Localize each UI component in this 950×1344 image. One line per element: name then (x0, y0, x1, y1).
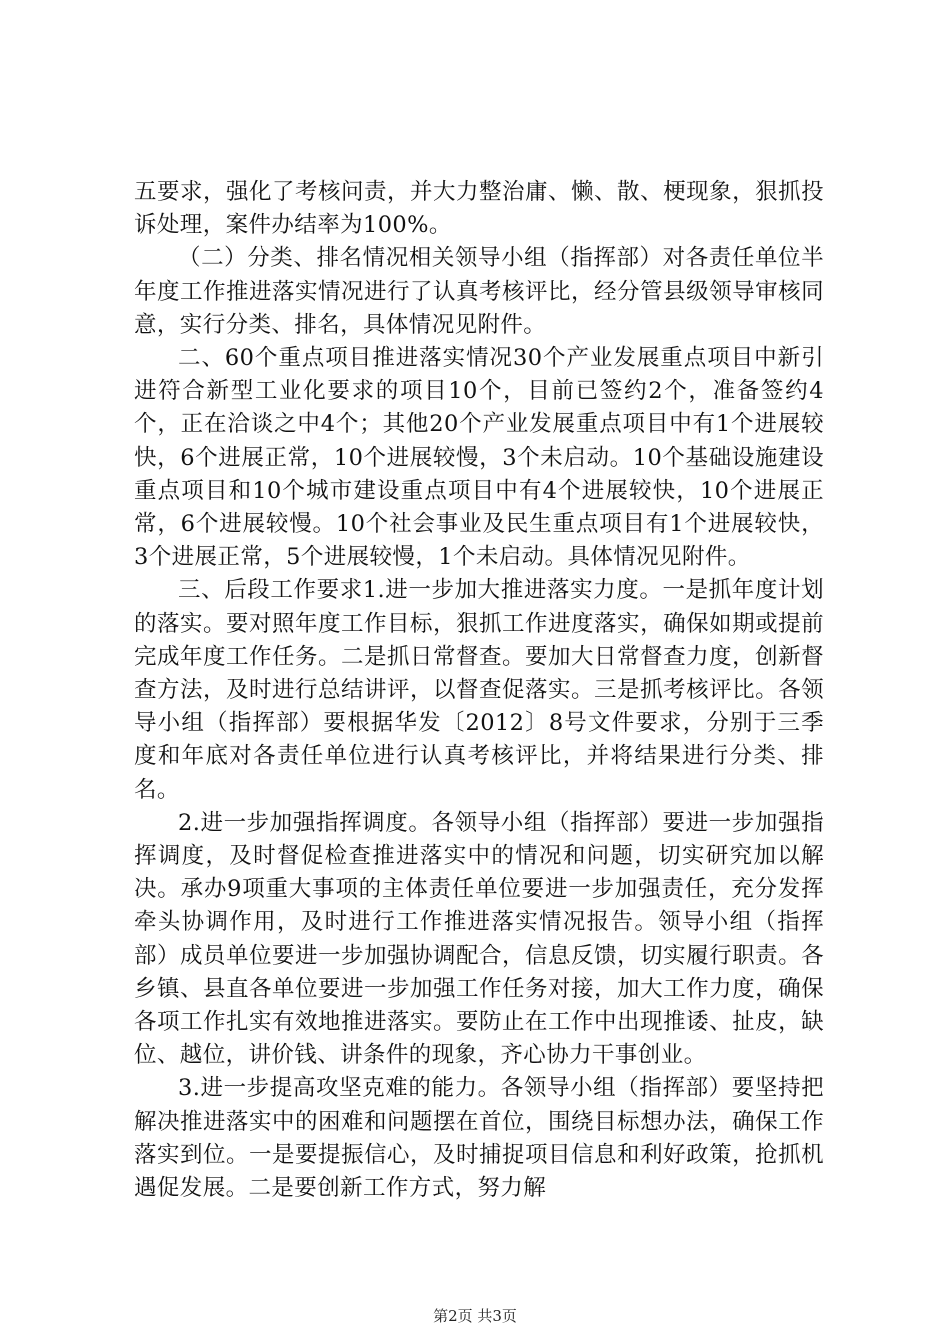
paragraph-command-dispatch: 2.进一步加强指挥调度。各领导小组（指挥部）要进一步加强指挥调度，及时督促检查推进落实中的情况和问题，切实研究加以解决。承办9项重大事项的主体责任单位要进一步加强责任，充分发挥牵头协调作用，及时进行工作推进落实情况报告。领导小组（指挥部）成员单位要进一步加强协调配合，信息反馈，切实履行职责。各乡镇、县直各单位要进一步加强工作任务对接，加大工作力度，确保各项工作扎实有效地推进落实。要防止在工作中出现推诿、扯皮，缺位、越位，讲价钱、讲条件的现象，齐心协力干事创业。 (134, 809, 824, 1069)
paragraph-overcome-difficulties: 3.进一步提高攻坚克难的能力。各领导小组（指挥部）要坚持把解决推进落实中的困难和问题摆在首位，围绕目标想办法，确保工作落实到位。一是要提振信心，及时捕捉项目信息和利好政策，抢抓机遇促发展。二是要创新工作方式，努力解 (134, 1075, 824, 1202)
paragraph-continuation: 五要求，强化了考核问责，并大力整治庸、懒、散、梗现象，狠抓投诉处理，案件办结率为100%。 (134, 179, 824, 239)
paragraph-key-projects: 二、60个重点项目推进落实情况30个产业发展重点项目中新引进符合新型工业化要求的项目10个，目前已签约2个，准备签约4个，正在洽谈之中4个；其他20个产业发展重点项目中有1个进展较快，6个进展正常，10个进展较慢，3个未启动。10个基础设施建设重点项目和10个城市建设重点项目中有4个进展较快，10个进展正常，6个进展较慢。10个社会事业及民生重点项目有1个进展较快，3个进展正常，5个进展较慢，1个未启动。具体情况见附件。 (134, 345, 824, 571)
page-number-footer: 第2页 共3页 (433, 1307, 517, 1325)
paragraph-classification-ranking: （二）分类、排名情况相关领导小组（指挥部）对各责任单位半年度工作推进落实情况进行了认真考核评比，经分管县级领导审核同意，实行分类、排名，具体情况见附件。 (134, 245, 824, 338)
document-body (134, 176, 824, 1205)
paragraph-follow-up-requirements: 三、后段工作要求1.进一步加大推进落实力度。一是抓年度计划的落实。要对照年度工作目标，狠抓工作进度落实，确保如期或提前完成年度工作任务。二是抓日常督查。要加大日常督查力度，创新督查方法，及时进行总结讲评，以督查促落实。三是抓考核评比。各领导小组（指挥部）要根据华发〔2012〕8号文件要求，分别于三季度和年底对各责任单位进行认真考核评比，并将结果进行分类、排名。 (134, 577, 824, 803)
